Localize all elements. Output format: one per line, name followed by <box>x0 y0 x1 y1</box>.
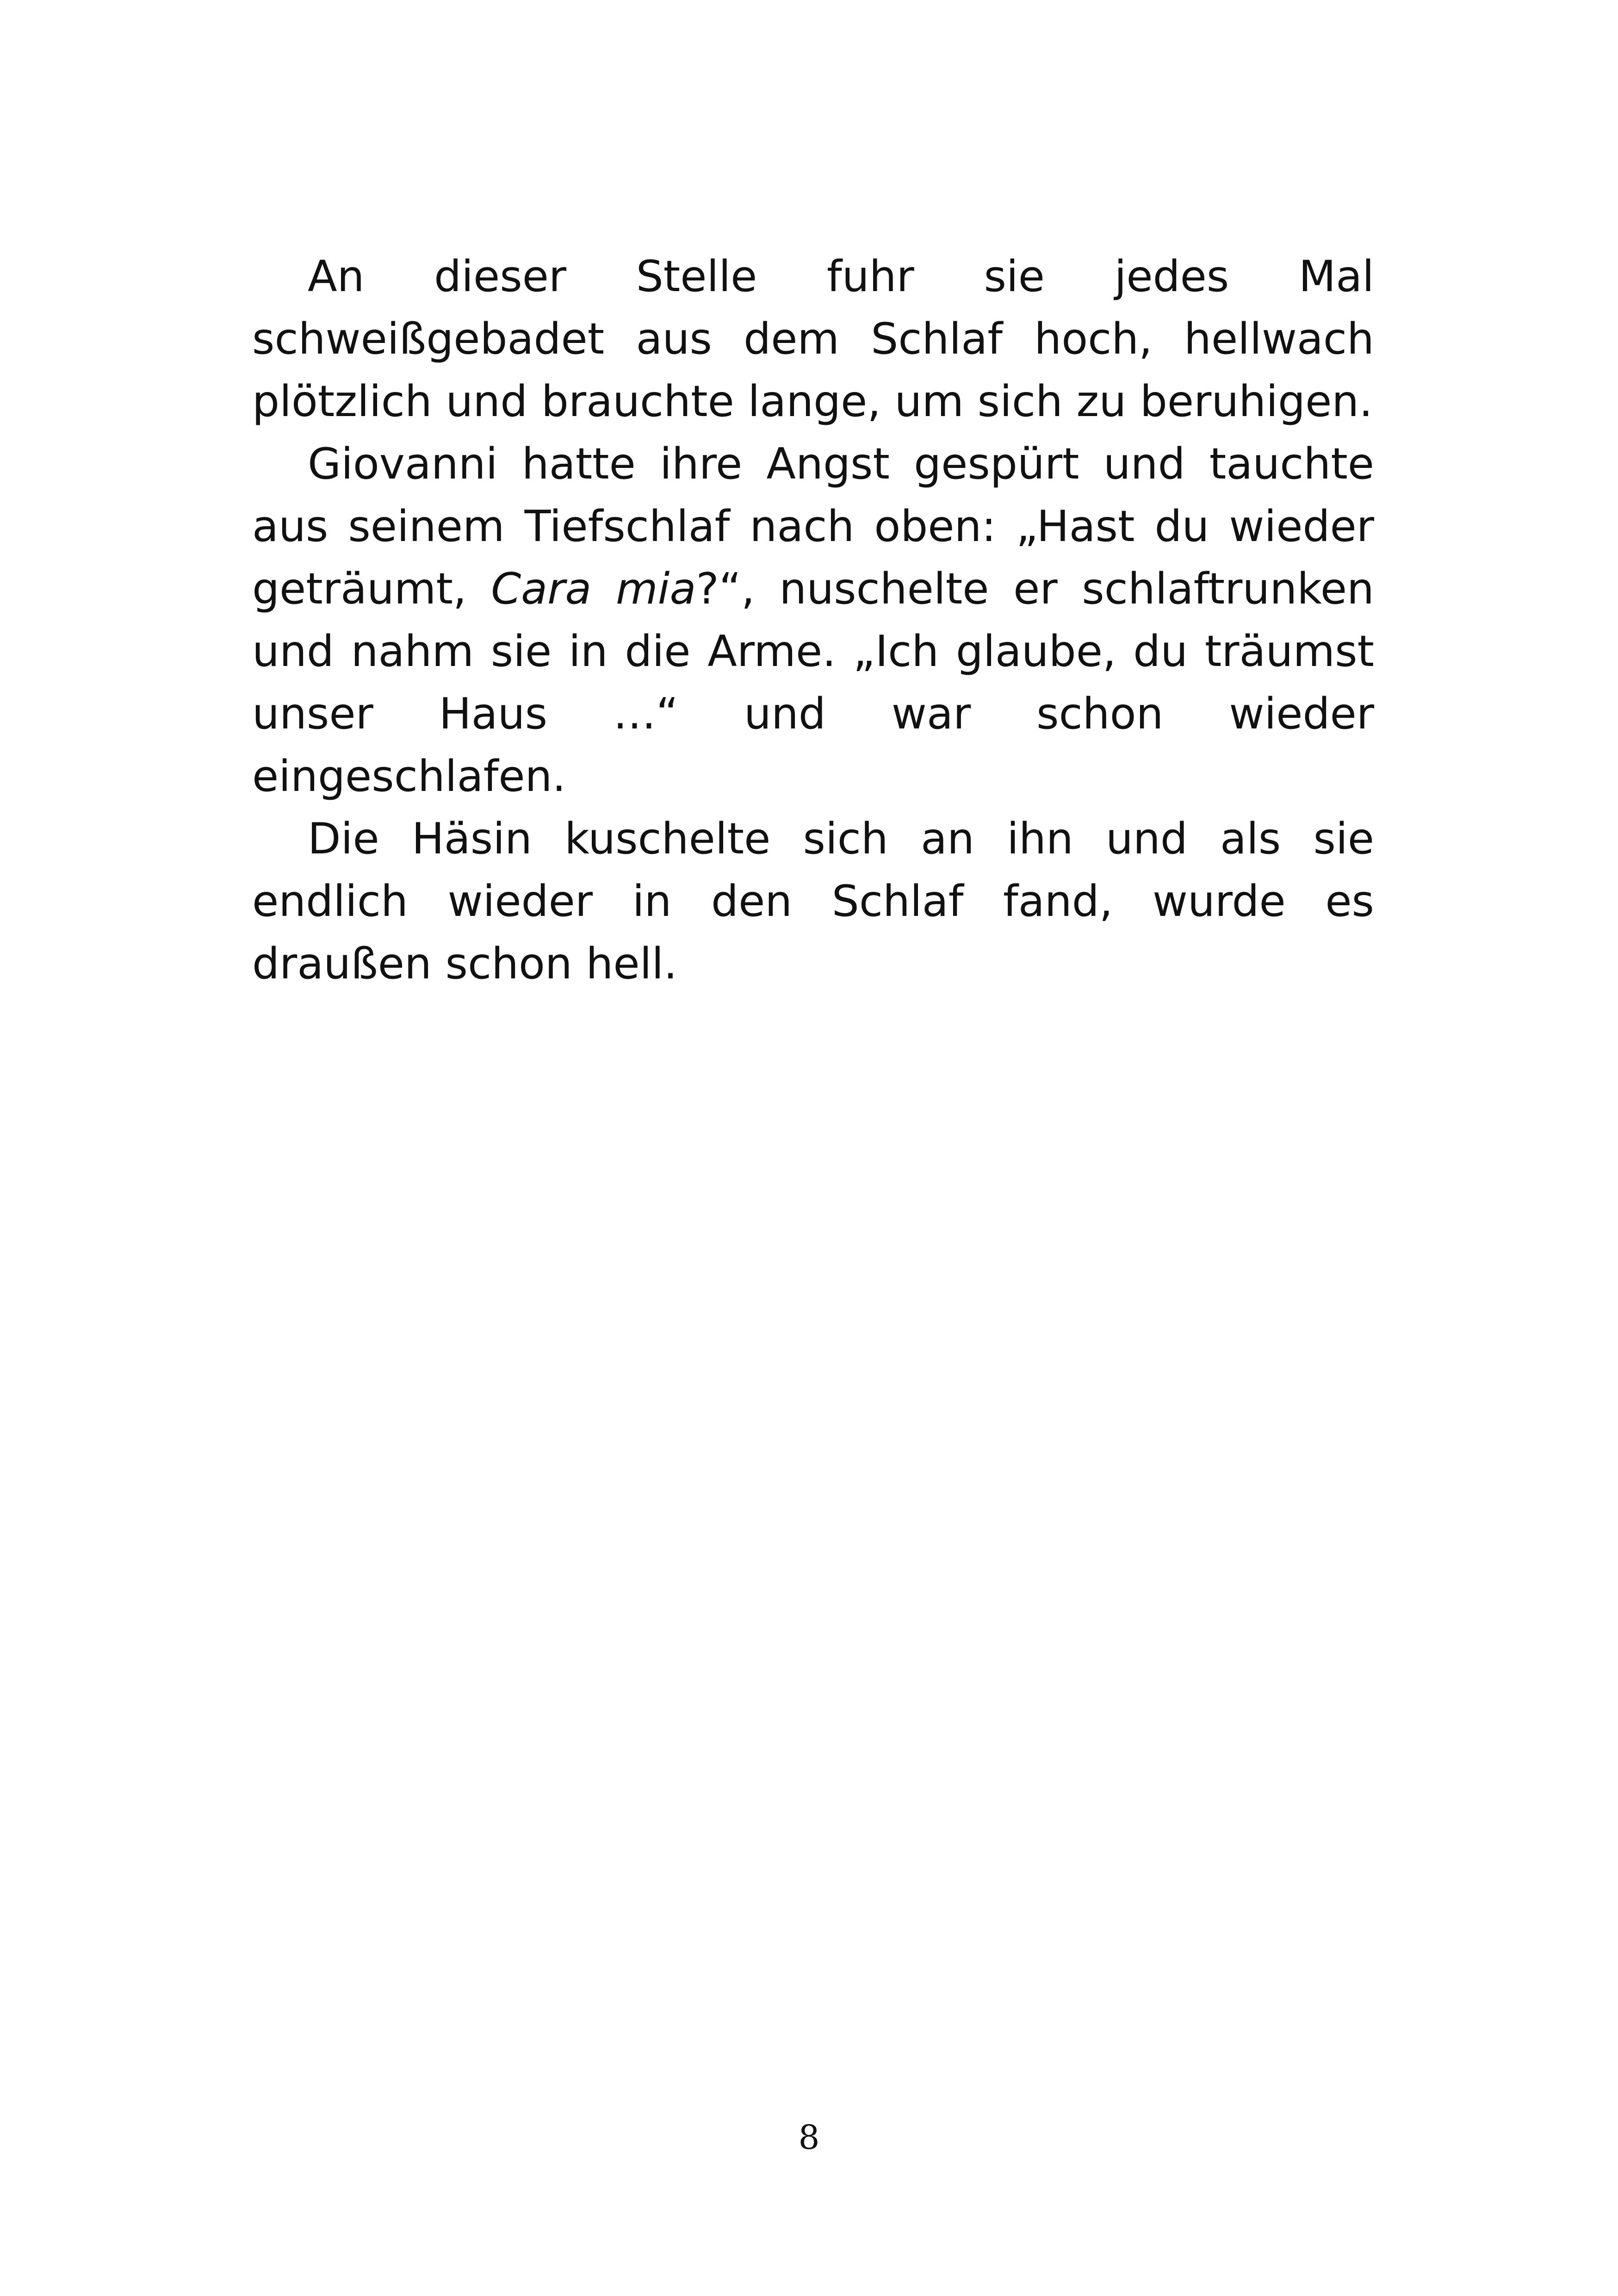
paragraph-2 <box>252 433 1374 808</box>
page-number: 8 <box>798 2118 820 2157</box>
paragraph-1 <box>252 245 1374 433</box>
paragraph-3-text: Die Häsin kuschelte sich an ihn und als sie endlich wieder in den Schlaf fand, wurde es draußen schon hell. <box>252 814 1374 989</box>
paragraph-2-text-end: ?“, nuschelte er schlaftrunken und nahm sie in die Arme. „Ich glaube, du träumst unser Haus …“ und war schon wieder eingeschlafen. <box>252 564 1374 801</box>
paragraph-3 <box>252 808 1374 995</box>
body-text <box>252 245 1374 995</box>
paragraph-1-text: An dieser Stelle fuhr sie jedes Mal schweißgebadet aus dem Schlaf hoch, hellwach plötzlich und brauchte lange, um sich zu beruhigen. <box>252 251 1374 426</box>
paragraph-2-italic-phrase: Cara mia <box>491 564 696 614</box>
paragraph-2-text-start: Giovanni hatte ihre Angst gespürt und tauchte aus seinem Tiefschlaf nach oben: „Hast du wieder geträumt, <box>252 439 1374 614</box>
